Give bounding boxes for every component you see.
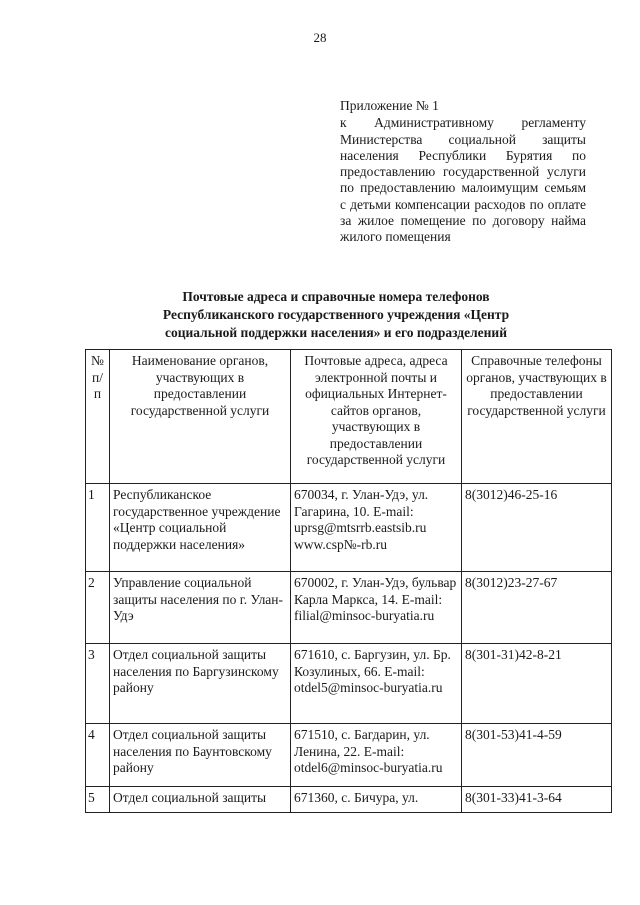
document-title — [0, 288, 640, 342]
table-header-row — [86, 350, 612, 484]
title-line: Республиканского государственного учреждения «Центр — [162, 307, 510, 322]
cell-name: Отдел социальной защиты — [110, 787, 291, 813]
cell-name: Отдел социальной защиты населения по Баунтовскому району — [110, 724, 291, 787]
cell-num: 4 — [86, 724, 110, 787]
title-line: социальной поддержки населения» и его подразделений — [164, 325, 507, 340]
appendix-block — [340, 98, 586, 246]
cell-name: Республиканское государственное учреждение «Центр социальной поддержки населения» — [110, 484, 291, 572]
cell-address: 671360, с. Бичура, ул. — [291, 787, 462, 813]
cell-address: 670002, г. Улан-Удэ, бульвар Карла Маркса, 14. E-mail: filial@minsoc-buryatia.ru — [291, 572, 462, 644]
contacts-table — [85, 349, 612, 813]
cell-phone: 8(301-53)41-4-59 — [462, 724, 612, 787]
cell-num: 5 — [86, 787, 110, 813]
cell-phone: 8(3012)23-27-67 — [462, 572, 612, 644]
cell-num: 3 — [86, 644, 110, 724]
header-num: № п/п — [86, 350, 110, 484]
appendix-title: Приложение № 1 — [340, 98, 439, 113]
page-number: 28 — [313, 30, 327, 45]
table-row — [86, 572, 612, 644]
cell-address: 671610, с. Баргузин, ул. Бр. Козулиных, 66. E-mail: otdel5@minsoc-buryatia.ru — [291, 644, 462, 724]
table-row — [86, 644, 612, 724]
header-phone: Справочные телефоны органов, участвующих в предоставлении государственной услуги — [462, 350, 612, 484]
title-line: Почтовые адреса и справочные номера телефонов — [182, 289, 490, 304]
table-row — [86, 787, 612, 813]
cell-phone: 8(301-31)42-8-21 — [462, 644, 612, 724]
cell-num: 1 — [86, 484, 110, 572]
cell-phone: 8(301-33)41-3-64 — [462, 787, 612, 813]
cell-address: 671510, с. Багдарин, ул. Ленина, 22. E-mail: otdel6@minsoc-buryatia.ru — [291, 724, 462, 787]
cell-num: 2 — [86, 572, 110, 644]
cell-phone: 8(3012)46-25-16 — [462, 484, 612, 572]
cell-address: 670034, г. Улан-Удэ, ул. Гагарина, 10. E-mail: uprsg@mtsrrb.eastsib.ru www.csp№-rb.ru — [291, 484, 462, 572]
cell-name: Управление социальной защиты населения по г. Улан-Удэ — [110, 572, 291, 644]
appendix-text: к Административному регламенту Министерства социальной защиты населения Республики Бурятия по предоставлению государственной услуги по предоставлению малоимущим семьям с детьми компенсации расходов по оплате за жилое помещение по договору найма жилого помещения — [340, 115, 586, 245]
header-address: Почтовые адреса, адреса электронной почты и официальных Интернет-сайтов органов, участвующих в предоставлении государственной услуги — [291, 350, 462, 484]
cell-name: Отдел социальной защиты населения по Баргузинскому району — [110, 644, 291, 724]
table-row — [86, 484, 612, 572]
header-name: Наименование органов, участвующих в предоставлении государственной услуги — [110, 350, 291, 484]
table-row — [86, 724, 612, 787]
